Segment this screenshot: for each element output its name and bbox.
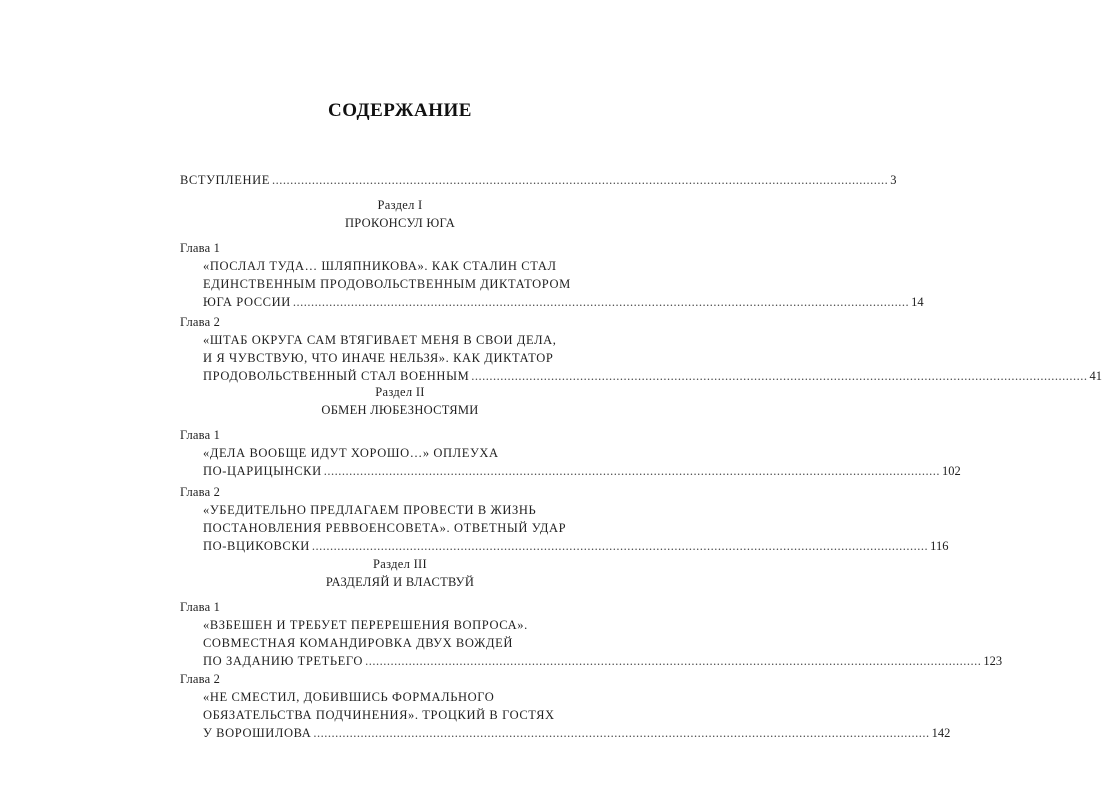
dot-leader: .......................................................................................................................................................................... [311, 539, 929, 553]
section-label: Раздел III [373, 557, 427, 571]
dot-leader: .......................................................................................................................................................................... [272, 173, 889, 187]
chapter-title-line[interactable]: «ШТАБ ОКРУГА САМ ВТЯГИВАЕТ МЕНЯ В СВОИ ДЕЛА, [203, 333, 557, 347]
page-title: СОДЕРЖАНИЕ [328, 100, 472, 121]
toc-entry-intro[interactable] [180, 172, 897, 188]
page-number: 123 [983, 654, 1003, 668]
dot-leader: .......................................................................................................................................................................... [365, 654, 982, 668]
section-label: Раздел II [375, 385, 425, 399]
toc-entry-s1-ch2[interactable] [203, 368, 1102, 384]
chapter-title-line[interactable]: «ДЕЛА ВООБЩЕ ИДУТ ХОРОШО…» ОПЛЕУХА [203, 446, 499, 460]
dot-leader: .......................................................................................................................................................................... [471, 369, 1088, 383]
entry-text: ВСТУПЛЕНИЕ [180, 173, 270, 187]
section-title: ОБМЕН ЛЮБЕЗНОСТЯМИ [321, 403, 479, 417]
chapter-title-line[interactable]: «УБЕДИТЕЛЬНО ПРЕДЛАГАЕМ ПРОВЕСТИ В ЖИЗНЬ [203, 503, 537, 517]
page-number: 41 [1089, 369, 1102, 383]
entry-text: ПО ЗАДАНИЮ ТРЕТЬЕГО [203, 654, 364, 668]
chapter-label: Глава 1 [180, 241, 221, 255]
page-number: 142 [931, 726, 951, 740]
dot-leader: .......................................................................................................................................................................... [313, 726, 930, 740]
chapter-label: Глава 2 [180, 315, 221, 329]
chapter-title-line[interactable]: СОВМЕСТНАЯ КОМАНДИРОВКА ДВУХ ВОЖДЕЙ [203, 636, 513, 650]
page-number: 14 [911, 295, 924, 309]
page-number: 116 [930, 539, 949, 553]
chapter-label: Глава 1 [180, 428, 221, 442]
chapter-title-line[interactable]: И Я ЧУВСТВУЮ, ЧТО ИНАЧЕ НЕЛЬЗЯ». КАК ДИКТАТОР [203, 351, 554, 365]
entry-text: У ВОРОШИЛОВА [203, 726, 312, 740]
page-number: 3 [890, 173, 897, 187]
chapter-title-line[interactable]: «НЕ СМЕСТИЛ, ДОБИВШИСЬ ФОРМАЛЬНОГО [203, 690, 495, 704]
chapter-label: Глава 2 [180, 672, 221, 686]
page-number: 102 [941, 464, 961, 478]
chapter-label: Глава 1 [180, 600, 221, 614]
toc-entry-s3-ch1[interactable] [203, 653, 1003, 669]
chapter-label: Глава 2 [180, 485, 221, 499]
entry-text: ЮГА РОССИИ [203, 295, 291, 309]
section-label: Раздел I [377, 198, 423, 212]
section-title: ПРОКОНСУЛ ЮГА [344, 216, 456, 230]
chapter-title-line[interactable]: «ПОСЛАЛ ТУДА… ШЛЯПНИКОВА». КАК СТАЛИН СТАЛ [203, 259, 557, 273]
toc-entry-s1-ch1[interactable] [203, 294, 924, 310]
toc-entry-s3-ch2[interactable] [203, 725, 951, 741]
dot-leader: .......................................................................................................................................................................... [323, 464, 940, 478]
entry-text: ПРОДОВОЛЬСТВЕННЫЙ СТАЛ ВОЕННЫМ [203, 369, 470, 383]
entry-text: ПО-ВЦИКОВСКИ [203, 539, 310, 553]
entry-text: ПО-ЦАРИЦЫНСКИ [203, 464, 322, 478]
chapter-title-line[interactable]: «ВЗБЕШЕН И ТРЕБУЕТ ПЕРЕРЕШЕНИЯ ВОПРОСА». [203, 618, 528, 632]
section-title: РАЗДЕЛЯЙ И ВЛАСТВУЙ [325, 575, 475, 589]
dot-leader: .......................................................................................................................................................................... [292, 295, 910, 309]
chapter-title-line[interactable]: ПОСТАНОВЛЕНИЯ РЕВВОЕНСОВЕТА». ОТВЕТНЫЙ УДАР [203, 521, 567, 535]
chapter-title-line[interactable]: ОБЯЗАТЕЛЬСТВА ПОДЧИНЕНИЯ». ТРОЦКИЙ В ГОСТЯХ [203, 708, 555, 722]
toc-entry-s2-ch1[interactable] [203, 463, 961, 479]
toc-entry-s2-ch2[interactable] [203, 538, 949, 554]
chapter-title-line[interactable]: ЕДИНСТВЕННЫМ ПРОДОВОЛЬСТВЕННЫМ ДИКТАТОРОМ [203, 277, 571, 291]
